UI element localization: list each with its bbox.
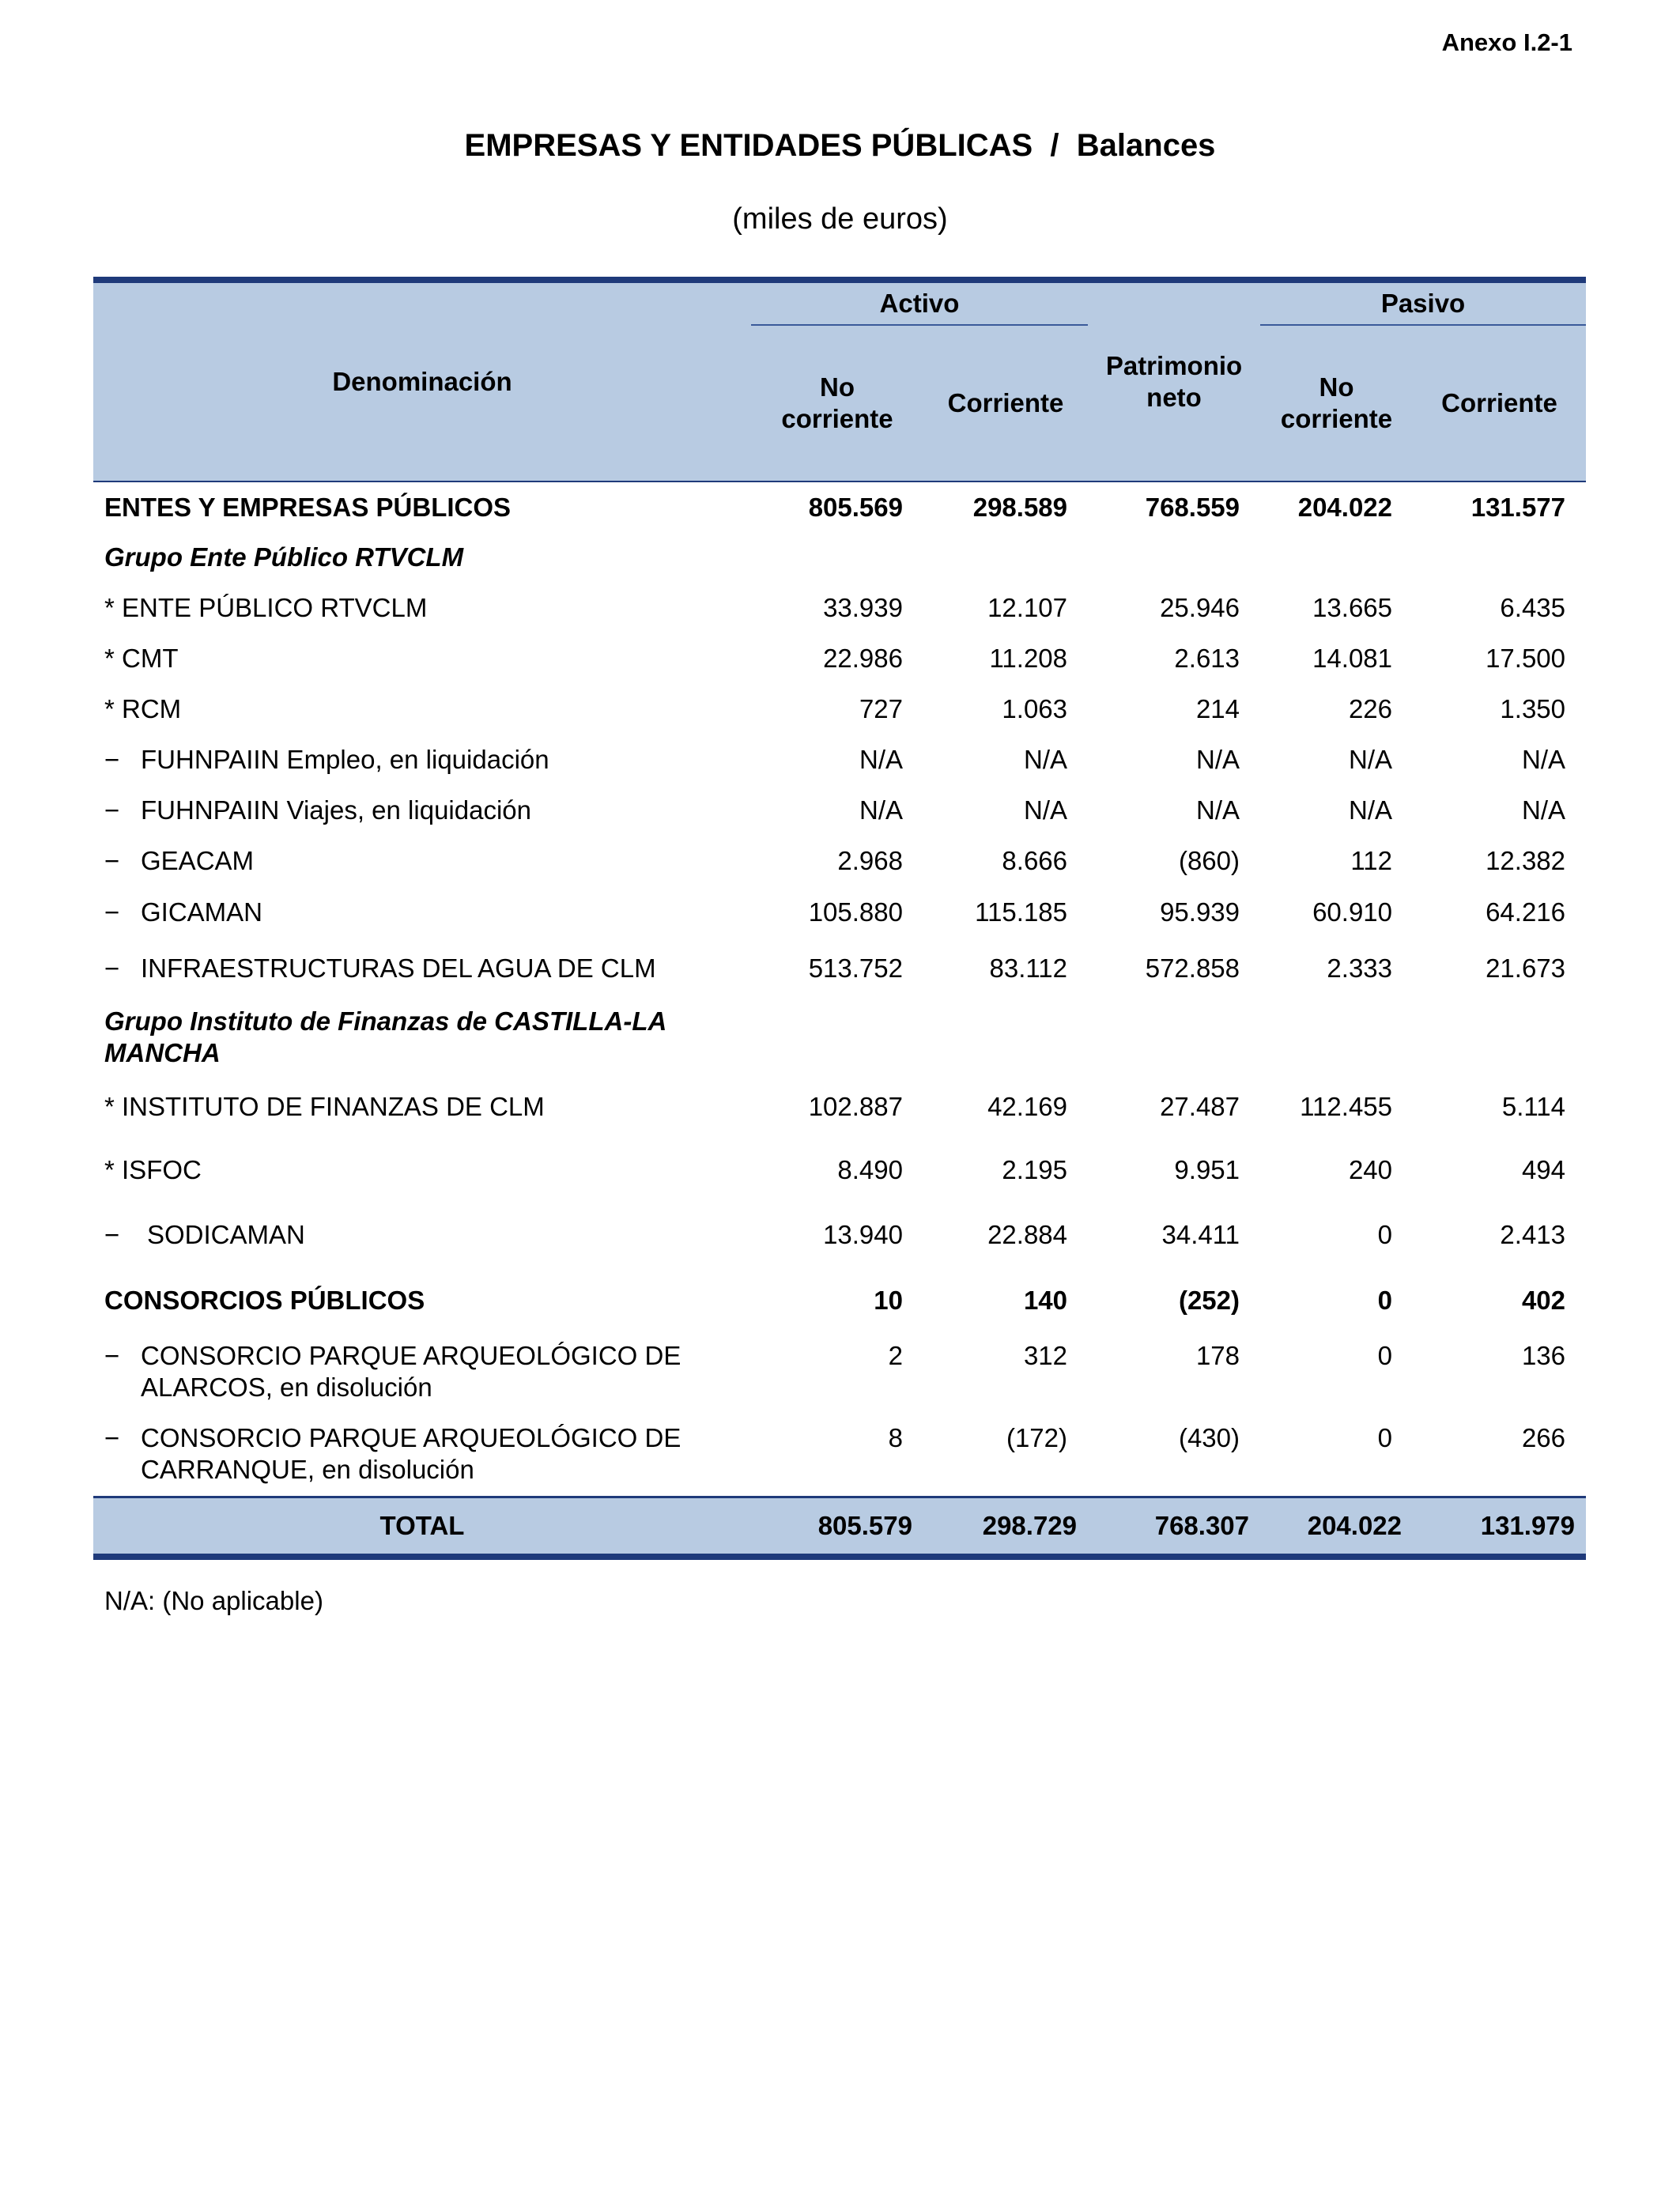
table-row: − SODICAMAN 13.940 22.884 34.411 0 2.413: [104, 1220, 1566, 1249]
table-row: * RCM 727 1.063 214 226 1.350: [104, 694, 1566, 723]
header-pasivo-no-corriente: No corriente: [1260, 325, 1413, 481]
table-row: * CMT 22.986 11.208 2.613 14.081 17.500: [104, 644, 1566, 673]
header-activo-corriente: Corriente: [923, 325, 1088, 481]
table-row: − CONSORCIO PARQUE ARQUEOLÓGICO DE CARRANQUE, en disolución 8 (172) (430) 0 266: [104, 1423, 1566, 1484]
table-row: * ENTE PÚBLICO RTVCLM 33.939 12.107 25.946 13.665 6.435: [104, 593, 1566, 622]
table-row: − FUHNPAIIN Empleo, en liquidación N/A N/A N/A N/A N/A: [104, 745, 1566, 774]
header-activo-no-corriente: No corriente: [751, 325, 923, 481]
header-denominacion: Denominación: [93, 280, 751, 481]
table-row: − GICAMAN 105.880 115.185 95.939 60.910 64.216: [104, 897, 1566, 927]
header-pasivo-corriente: Corriente: [1413, 325, 1586, 481]
table-row: − GEACAM 2.968 8.666 (860) 112 12.382: [104, 846, 1566, 875]
table-row: ENTES Y EMPRESAS PÚBLICOS 805.569 298.589 768.559 204.022 131.577: [93, 481, 1586, 532]
header-activo: Activo: [751, 280, 1088, 325]
total-row: TOTAL 805.579 298.729 768.307 204.022 131.979: [93, 1497, 1586, 1557]
group-row: Grupo Ente Público RTVCLM: [104, 542, 464, 572]
table-row: * ISFOC 8.490 2.195 9.951 240 494: [104, 1155, 1566, 1184]
table-row: CONSORCIOS PÚBLICOS 10 140 (252) 0 402: [104, 1286, 1566, 1315]
page-subtitle: (miles de euros): [732, 202, 948, 236]
balance-table: [93, 277, 1586, 1560]
table-row: * INSTITUTO DE FINANZAS DE CLM 102.887 42.169 27.487 112.455 5.114: [104, 1092, 1566, 1121]
group-row: Grupo Instituto de Finanzas de CASTILLA-LA MANCHA: [104, 1006, 666, 1067]
header-pasivo: Pasivo: [1260, 280, 1586, 325]
annex-label: Anexo I.2-1: [1441, 28, 1572, 56]
footnote: N/A: (No aplicable): [104, 1586, 323, 1615]
table-row: − INFRAESTRUCTURAS DEL AGUA DE CLM 513.752 83.112 572.858 2.333 21.673: [104, 954, 1566, 983]
header-patrimonio-neto: Patrimonio neto: [1088, 280, 1260, 481]
table-row: − FUHNPAIIN Viajes, en liquidación N/A N/A N/A N/A N/A: [104, 795, 1566, 825]
table-row: − CONSORCIO PARQUE ARQUEOLÓGICO DE ALARCOS, en disolución 2 312 178 0 136: [104, 1341, 1566, 1402]
page-title: EMPRESAS Y ENTIDADES PÚBLICAS / Balances: [464, 128, 1216, 163]
